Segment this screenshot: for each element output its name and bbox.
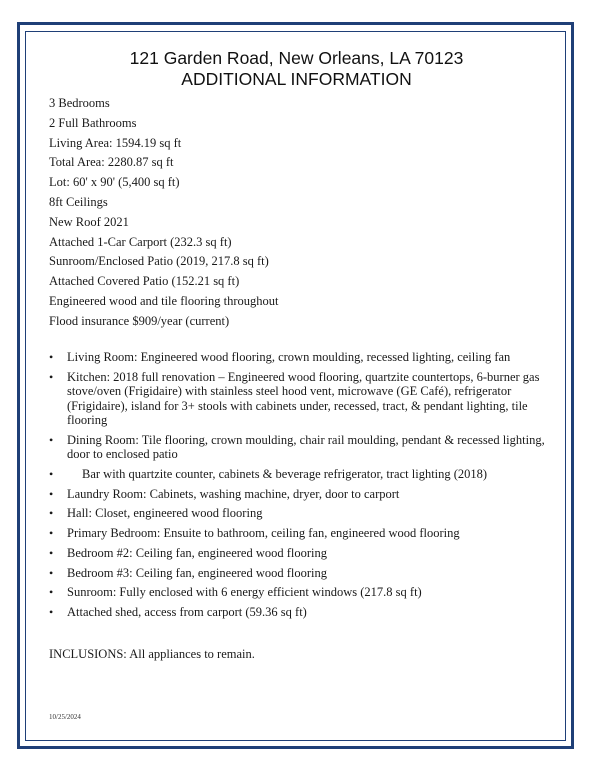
fact-roof: New Roof 2021: [49, 214, 129, 229]
feature-item-shed: [49, 605, 549, 620]
fact-covered-patio: Attached Covered Patio (152.21 sq ft): [49, 274, 240, 289]
bullet-icon: •: [49, 506, 54, 521]
feature-item-bar: [49, 467, 549, 482]
fact-flood-insurance: Flood insurance $909/year (current): [49, 313, 230, 328]
bullet-icon: •: [49, 604, 54, 619]
feature-text: Laundry Room: Cabinets, washing machine, dryer, door to carport: [67, 486, 400, 501]
bullet-icon: •: [49, 526, 54, 541]
fact-living-area: Living Area: 1594.19 sq ft: [49, 135, 182, 150]
feature-item-bedroom-3: [49, 566, 549, 581]
feature-text: Hall: Closet, engineered wood flooring: [67, 506, 263, 521]
bullet-icon: •: [49, 565, 54, 580]
fact-ceilings: 8ft Ceilings: [49, 194, 108, 209]
feature-text: Sunroom: Fully enclosed with 6 energy efficient windows (217.8 sq ft): [67, 585, 422, 600]
bullet-icon: •: [49, 350, 54, 364]
fact-flooring: Engineered wood and tile flooring throughout: [49, 293, 279, 308]
feature-item-sunroom: [49, 585, 549, 600]
property-facts-list: [49, 94, 549, 332]
document-title: [0, 48, 593, 90]
bullet-icon: •: [49, 545, 54, 560]
fact-lot: Lot: 60' x 90' (5,400 sq ft): [49, 175, 180, 190]
bullet-icon: •: [49, 369, 54, 384]
fact-sunroom: Sunroom/Enclosed Patio (2019, 217.8 sq ft): [49, 254, 269, 269]
title-address: 121 Garden Road, New Orleans, LA 70123: [129, 48, 464, 68]
title-heading: ADDITIONAL INFORMATION: [181, 69, 412, 89]
fact-bedrooms: 3 Bedrooms: [49, 96, 110, 110]
room-features-list: [49, 350, 549, 625]
bullet-icon: •: [49, 432, 54, 447]
feature-item-primary-bedroom: [49, 526, 549, 541]
feature-text: Dining Room: Tile flooring, crown moulding, chair rail moulding, pendant & recessed lighting, door to enclosed patio: [67, 432, 545, 462]
feature-item-laundry-room: [49, 487, 549, 502]
feature-item-dining-room: [49, 433, 549, 462]
feature-text: Attached shed, access from carport (59.36 sq ft): [67, 604, 307, 619]
fact-carport: Attached 1-Car Carport (232.3 sq ft): [49, 234, 232, 249]
feature-text: Primary Bedroom: Ensuite to bathroom, ceiling fan, engineered wood flooring: [67, 526, 460, 541]
inclusions-note: INCLUSIONS: All appliances to remain.: [49, 647, 255, 661]
feature-text: Bedroom #2: Ceiling fan, engineered wood flooring: [67, 545, 328, 560]
feature-item-kitchen: [49, 370, 549, 428]
bullet-icon: •: [49, 486, 54, 501]
bullet-icon: •: [49, 585, 54, 600]
document-date: 10/25/2024: [49, 713, 81, 721]
fact-total-area: Total Area: 2280.87 sq ft: [49, 155, 174, 170]
feature-item-hall: [49, 506, 549, 521]
feature-item-living-room: [49, 350, 549, 365]
feature-text: Bar with quartzite counter, cabinets & beverage refrigerator, tract lighting (2018): [82, 467, 488, 482]
bullet-icon: •: [49, 467, 54, 482]
feature-text: Living Room: Engineered wood flooring, crown moulding, recessed lighting, ceiling fan: [67, 350, 511, 364]
fact-bathrooms: 2 Full Bathrooms: [49, 115, 137, 130]
feature-text: Kitchen: 2018 full renovation – Engineered wood flooring, quartzite countertops, 6-burner gas stove/oven (Frigidaire) with stainless steel hood vent, microwave (GE Café), refrigerator (Frigidaire), island for 3+ stools with cabinets under, recessed, tract, & pendant lighting, tile flooring: [67, 369, 540, 428]
feature-item-bedroom-2: [49, 546, 549, 561]
feature-text: Bedroom #3: Ceiling fan, engineered wood flooring: [67, 565, 328, 580]
